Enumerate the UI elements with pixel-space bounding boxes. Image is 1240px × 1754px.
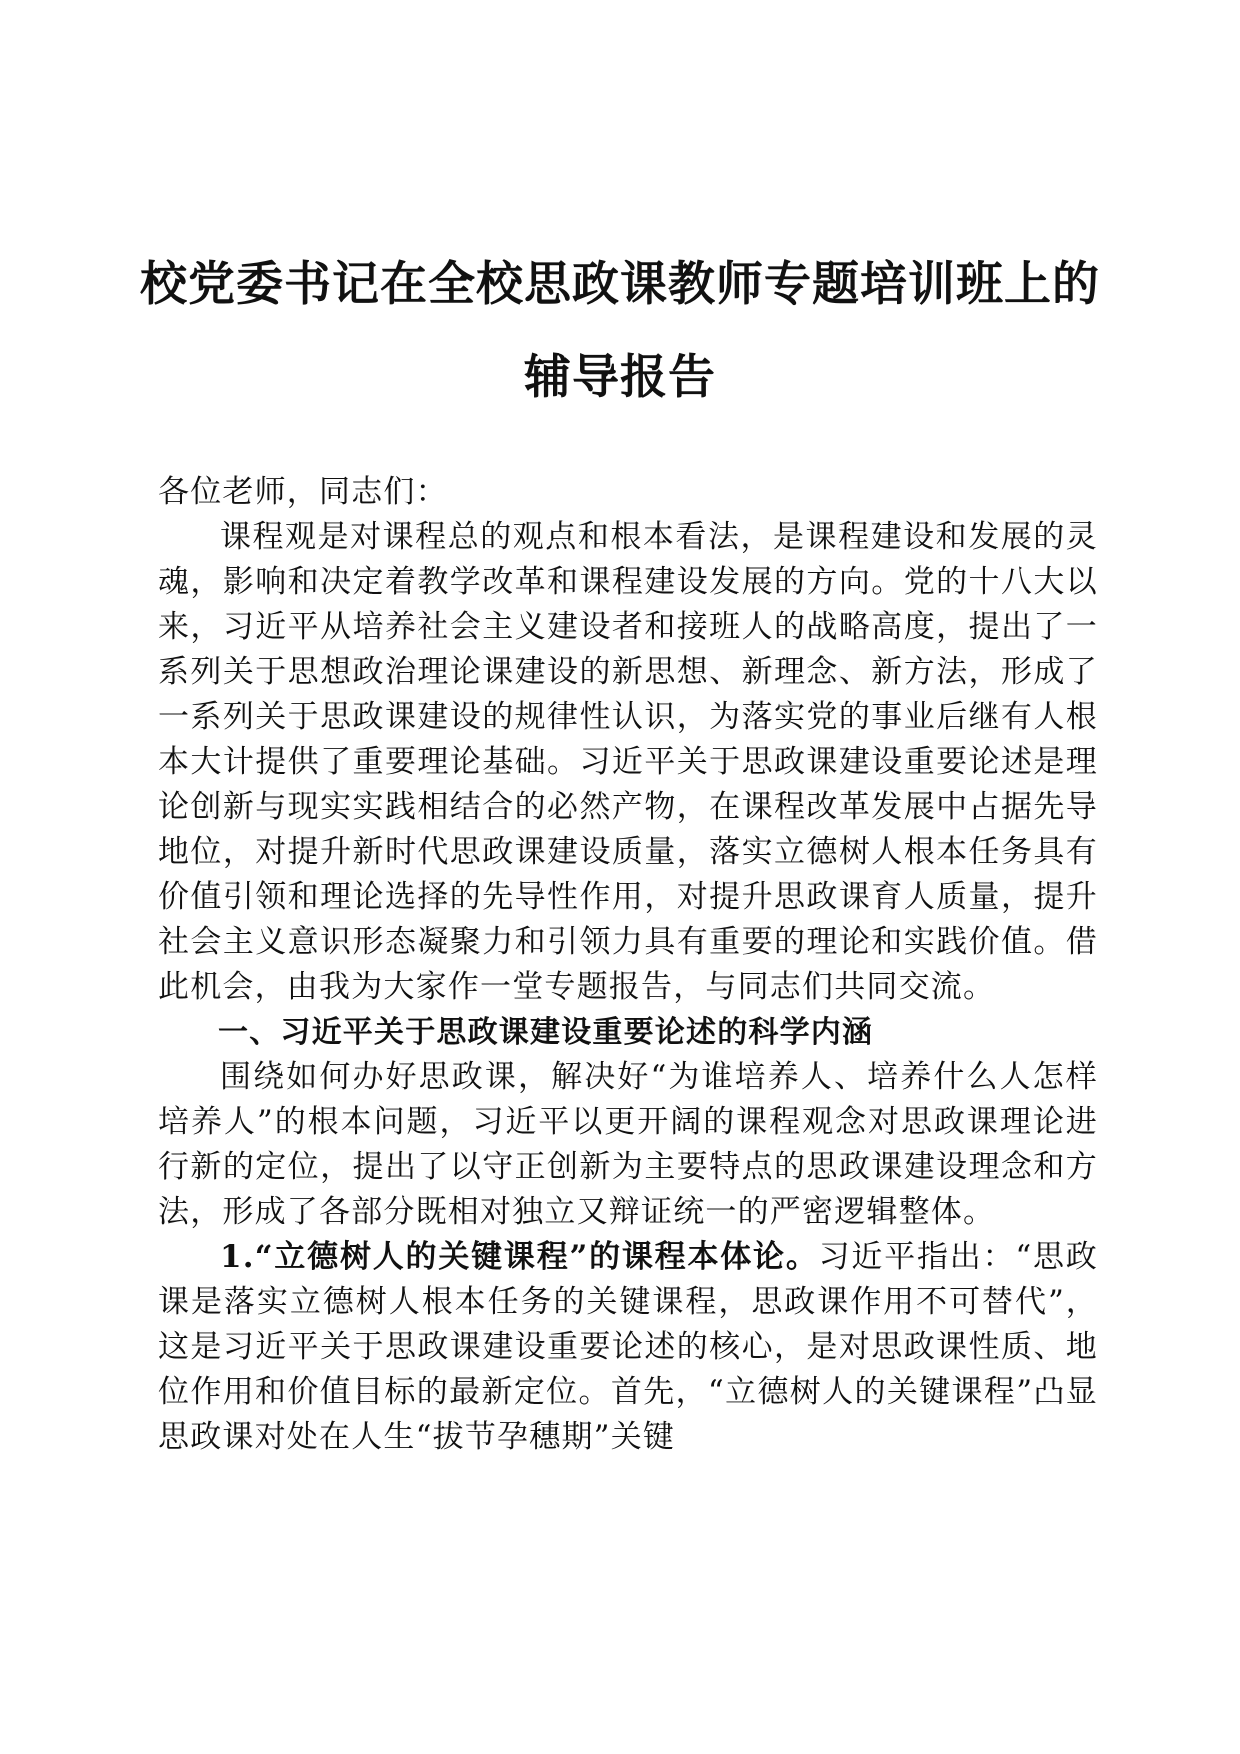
point-1-paragraph — [158, 1235, 1098, 1460]
salutation: 各位老师，同志们： — [158, 474, 448, 510]
document-title-line-1: 校党委书记在全校思政课教师专题培训班上的 — [140, 257, 1100, 312]
point-1-lead: 1.“立德树人的关键课程”的课程本体论。 — [220, 1239, 819, 1275]
section-1-paragraph: 围绕如何办好思政课，解决好“为谁培养人、培养什么人怎样培养人”的根本问题，习近平以更开阔的课程观念对思政课理论进行新的定位，提出了以守正创新为主要特点的思政课建设理念和方法，形成了各部分既相对独立又辩证统一的严密逻辑整体。 — [158, 1059, 1098, 1230]
document-title-line-2: 辅导报告 — [524, 350, 716, 405]
intro-paragraph: 课程观是对课程总的观点和根本看法，是课程建设和发展的灵魂，影响和决定着教学改革和课程建设发展的方向。党的十八大以来，习近平从培养社会主义建设者和接班人的战略高度，提出了一系列关于思想政治理论课建设的新思想、新理念、新方法，形成了一系列关于思政课建设的规律性认识，为落实党的事业后继有人根本大计提供了重要理论基础。习近平关于思政课建设重要论述是理论创新与现实实践相结合的必然产物，在课程改革发展中占据先导地位，对提升新时代思政课建设质量，落实立德树人根本任务具有价值引领和理论选择的先导性作用，对提升思政课育人质量，提升社会主义意识形态凝聚力和引领力具有重要的理论和实践价值。借此机会，由我为大家作一堂专题报告，与同志们共同交流。 — [158, 519, 1098, 1005]
section-1-heading: 一、习近平关于思政课建设重要论述的科学内涵 — [218, 1015, 874, 1050]
document-body — [158, 470, 1098, 1460]
point-1-text: 习近平指出：“思政课是落实立德树人根本任务的关键课程，思政课作用不可替代”，这是习近平关于思政课建设重要论述的核心，是对思政课性质、地位作用和价值目标的最新定位。首先，“立德树人的关键课程”凸显思政课对处在人生“拔节孕穗期”关键 — [158, 1239, 1098, 1455]
